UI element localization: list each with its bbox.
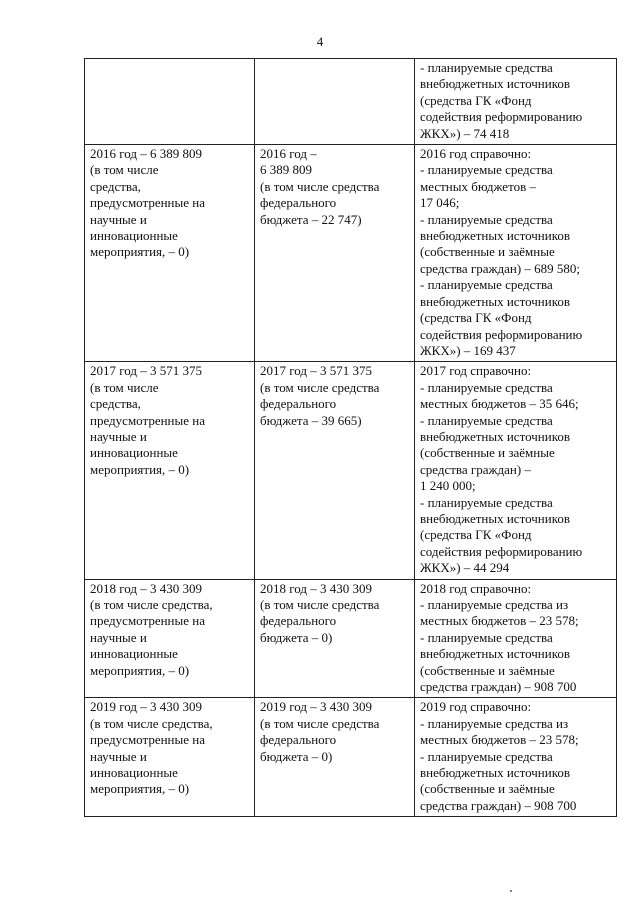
cell-text-line: 2018 год – 3 430 309	[90, 580, 202, 596]
reference-sources-cell	[415, 362, 617, 579]
cell-text-line: - планируемые средства	[420, 379, 553, 395]
cell-text-line: содействия реформированию	[420, 326, 583, 342]
cell-text-line: 2016 год –	[260, 146, 317, 162]
cell-text-line: - планируемые средства	[420, 211, 553, 227]
total-funding-cell	[85, 579, 255, 698]
table-row	[85, 698, 617, 817]
cell-text-line: средства граждан) – 908 700	[420, 797, 577, 813]
cell-text-line: научные и	[90, 629, 147, 645]
cell-text-line: бюджета – 39 665)	[260, 412, 362, 428]
cell-text-line: предусмотренные на	[90, 613, 206, 629]
cell-text-line: 2017 год справочно:	[420, 363, 532, 379]
cell-text-line: (в том числе средства	[260, 178, 380, 194]
cell-text-line: (в том числе средства	[260, 379, 380, 395]
cell-text-line: 2019 год – 3 430 309	[90, 699, 202, 715]
cell-text-line: мероприятия, – 0)	[90, 781, 190, 797]
cell-text-line: - планируемые средства из	[420, 597, 569, 612]
cell-text-line: содействия реформированию	[420, 543, 583, 559]
federal-budget-cell	[255, 145, 415, 362]
cell-text-line: внебюджетных источников	[420, 76, 570, 92]
total-funding-cell	[85, 698, 255, 817]
cell-text-line: 17 046;	[420, 195, 460, 211]
cell-text-line: 2017 год – 3 571 375	[90, 363, 202, 379]
funding-table	[84, 58, 617, 817]
cell-text-line: (в том числе средства	[260, 597, 380, 612]
cell-text-line: (собственные и заёмные	[420, 781, 555, 797]
cell-text-line: (средства ГК «Фонд	[420, 92, 532, 108]
cell-text-line: инновационные	[90, 228, 178, 244]
cell-text-line: (в том числе	[90, 162, 159, 178]
cell-text-line: федерального	[260, 195, 337, 211]
funding-table-body	[85, 59, 617, 817]
cell-text-line: - планируемые средства	[420, 494, 553, 510]
cell-text-line: 2019 год справочно:	[420, 699, 532, 715]
cell-text-line: - планируемые средства из	[420, 715, 569, 731]
reference-sources-cell	[415, 698, 617, 817]
reference-sources-cell	[415, 579, 617, 698]
cell-text-line: бюджета – 0)	[260, 748, 333, 764]
reference-sources-cell	[415, 59, 617, 145]
cell-text-line: 1 240 000;	[420, 478, 476, 494]
cell-text-line: мероприятия, – 0)	[90, 244, 190, 260]
cell-text-line: (в том числе средства	[260, 715, 380, 731]
cell-text-line: - планируемые средства	[420, 412, 553, 428]
cell-text-line: средства граждан) –	[420, 461, 531, 477]
cell-text-line: внебюджетных источников	[420, 765, 570, 781]
cell-text-line: мероприятия, – 0)	[90, 461, 190, 477]
federal-budget-cell	[255, 579, 415, 698]
cell-text-line: 2016 год справочно:	[420, 146, 532, 162]
cell-text-line: - планируемые средства	[420, 748, 553, 764]
page-number: 4	[316, 34, 324, 49]
cell-text-line: предусмотренные на	[90, 412, 206, 428]
cell-text-line: (в том числе средства,	[90, 715, 213, 731]
table-row	[85, 362, 617, 579]
cell-text-line: бюджета – 0)	[260, 629, 333, 645]
cell-text-line: - планируемые средства	[420, 162, 553, 178]
scan-speck	[510, 890, 512, 892]
cell-text-line: (средства ГК «Фонд	[420, 527, 532, 543]
cell-text-line: федерального	[260, 613, 337, 629]
cell-text-line: научные и	[90, 428, 147, 444]
cell-text-line: местных бюджетов – 23 578;	[420, 732, 579, 748]
cell-text-line: (собственные и заёмные	[420, 445, 555, 461]
cell-text-line: (в том числе	[90, 379, 159, 395]
cell-text-line: 2016 год – 6 389 809	[90, 146, 202, 162]
cell-text-line: бюджета – 22 747)	[260, 211, 362, 227]
federal-budget-cell	[255, 59, 415, 145]
cell-text-line: средства граждан) – 689 580;	[420, 260, 581, 276]
cell-text-line: местных бюджетов – 35 646;	[420, 396, 579, 412]
cell-text-line: внебюджетных источников	[420, 646, 570, 662]
cell-text-line: средства,	[90, 178, 141, 194]
total-funding-cell	[85, 362, 255, 579]
total-funding-cell	[85, 59, 255, 145]
cell-text-line: внебюджетных источников	[420, 228, 570, 244]
reference-sources-cell	[415, 145, 617, 362]
cell-text-line: местных бюджетов – 23 578;	[420, 613, 579, 629]
federal-budget-cell	[255, 362, 415, 579]
cell-text-line: - планируемые средства	[420, 629, 553, 645]
cell-text-line: - планируемые средства	[420, 277, 553, 293]
cell-text-line: местных бюджетов –	[420, 178, 536, 194]
cell-text-line: содействия реформированию	[420, 109, 583, 125]
cell-text-line: 2019 год – 3 430 309	[260, 699, 372, 715]
cell-text-line: (в том числе средства,	[90, 597, 213, 612]
cell-text-line: федерального	[260, 396, 337, 412]
cell-text-line: 2017 год – 3 571 375	[260, 363, 372, 379]
cell-text-line: 6 389 809	[260, 162, 312, 178]
cell-text-line: инновационные	[90, 445, 178, 461]
cell-text-line: инновационные	[90, 646, 178, 662]
cell-text-line: средства граждан) – 908 700	[420, 679, 577, 695]
cell-text-line: внебюджетных источников	[420, 293, 570, 309]
cell-text-line: внебюджетных источников	[420, 428, 570, 444]
table-row	[85, 59, 617, 145]
cell-text-line: 2018 год – 3 430 309	[260, 580, 372, 596]
federal-budget-cell	[255, 698, 415, 817]
total-funding-cell	[85, 145, 255, 362]
cell-text-line: научные и	[90, 211, 147, 227]
cell-text-line: инновационные	[90, 765, 178, 781]
cell-text-line: федерального	[260, 732, 337, 748]
cell-text-line: (собственные и заёмные	[420, 244, 555, 260]
cell-text-line: предусмотренные на	[90, 195, 206, 211]
cell-text-line: ЖКХ») – 169 437	[420, 342, 516, 358]
cell-text-line: - планируемые средства	[420, 60, 553, 75]
cell-text-line: предусмотренные на	[90, 732, 206, 748]
cell-text-line: средства,	[90, 396, 141, 412]
table-row	[85, 145, 617, 362]
cell-text-line: (собственные и заёмные	[420, 662, 555, 678]
cell-text-line: ЖКХ») – 44 294	[420, 560, 510, 576]
cell-text-line: мероприятия, – 0)	[90, 662, 190, 678]
cell-text-line: 2018 год справочно:	[420, 580, 532, 596]
cell-text-line: внебюджетных источников	[420, 510, 570, 526]
cell-text-line: научные и	[90, 748, 147, 764]
cell-text-line: (средства ГК «Фонд	[420, 310, 532, 326]
table-row	[85, 579, 617, 698]
cell-text-line: ЖКХ») – 74 418	[420, 125, 510, 141]
